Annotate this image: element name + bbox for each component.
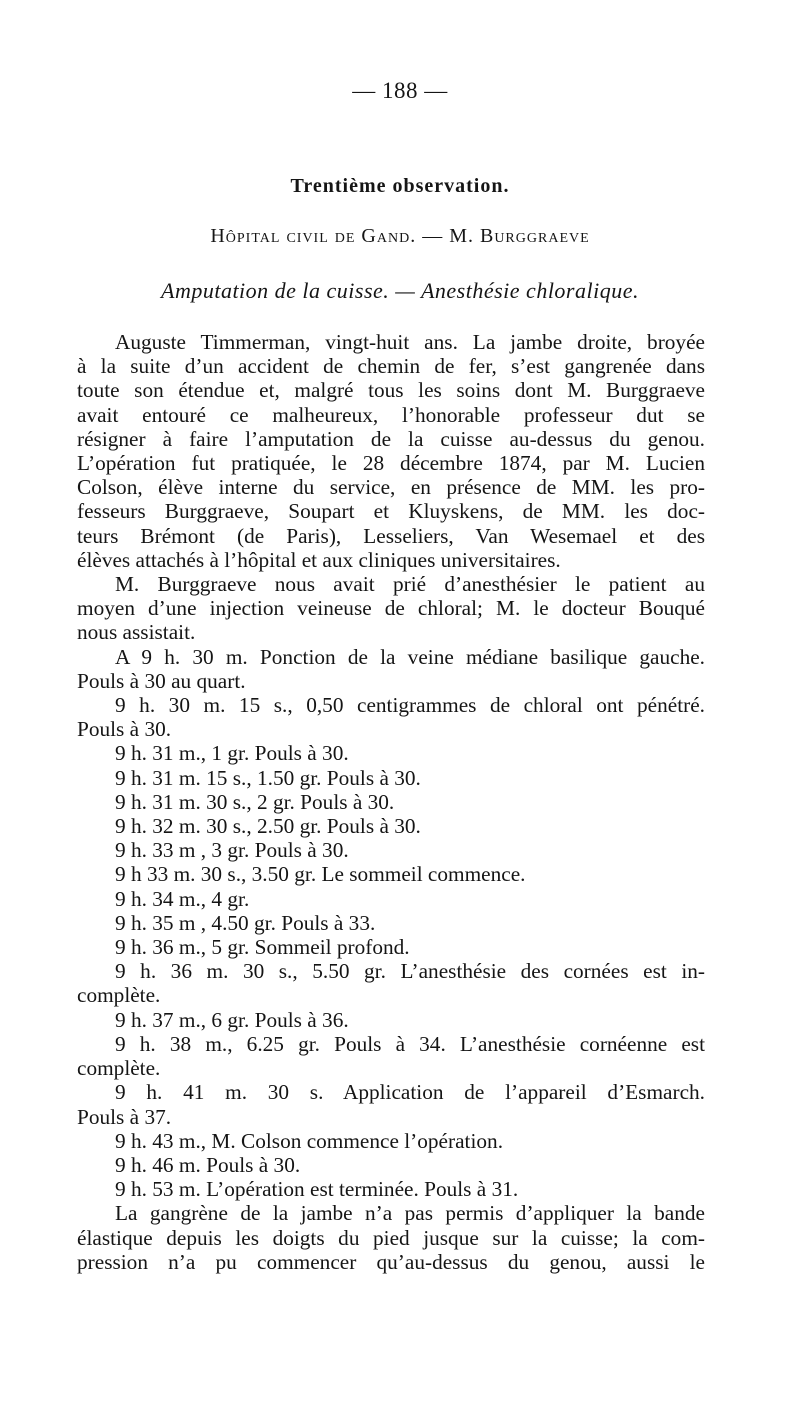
text-line: 9 h. 43 m., M. Colson commence l’opération. bbox=[115, 1128, 504, 1153]
text-line: 9 h. 31 m., 1 gr. Pouls à 30. bbox=[115, 741, 349, 766]
text-line: A 9 h. 30 m. Ponction de la veine médiane basilique gauche. bbox=[115, 644, 705, 669]
text-line: 9 h. 37 m., 6 gr. Pouls à 36. bbox=[115, 1007, 349, 1032]
page-number: — 188 — bbox=[352, 78, 448, 103]
body-text bbox=[77, 330, 705, 1274]
text-line: 9 h. 34 m., 4 gr. bbox=[115, 886, 250, 911]
text-line: 9 h. 35 m , 4.50 gr. Pouls à 33. bbox=[115, 910, 376, 935]
text-line: fesseurs Burggraeve, Soupart et Kluyskens, de MM. les doc- bbox=[77, 499, 705, 524]
text-line: 9 h. 31 m. 30 s., 2 gr. Pouls à 30. bbox=[115, 789, 395, 814]
case-subtitle: Amputation de la cuisse. — Anesthésie chloralique. bbox=[161, 278, 639, 303]
observation-heading: Trentième observation. bbox=[290, 175, 510, 197]
text-line: complète. bbox=[77, 983, 161, 1008]
text-line: nous assistait. bbox=[77, 620, 196, 645]
hospital-line: Hôpital civil de Gand. — M. Burggraeve bbox=[210, 225, 590, 247]
text-line: 9 h 33 m. 30 s., 3.50 gr. Le sommeil commence. bbox=[115, 862, 526, 887]
text-line: 9 h. 33 m , 3 gr. Pouls à 30. bbox=[115, 838, 349, 863]
text-line: L’opération fut pratiquée, le 28 décembre 1874, par M. Lucien bbox=[77, 451, 705, 476]
text-line: 9 h. 46 m. Pouls à 30. bbox=[115, 1152, 301, 1177]
text-line: avait entouré ce malheureux, l’honorable professeur dut se bbox=[77, 402, 705, 427]
text-line: Pouls à 37. bbox=[77, 1104, 172, 1129]
text-line: 9 h. 32 m. 30 s., 2.50 gr. Pouls à 30. bbox=[115, 814, 421, 839]
text-line: La gangrène de la jambe n’a pas permis d’appliquer la bande bbox=[115, 1201, 705, 1226]
text-line: 9 h. 41 m. 30 s. Application de l’appareil d’Esmarch. bbox=[115, 1080, 705, 1105]
text-line: Pouls à 30 au quart. bbox=[77, 668, 246, 693]
text-line: résigner à faire l’amputation de la cuisse au-dessus du genou. bbox=[77, 426, 705, 451]
text-line: Pouls à 30. bbox=[77, 717, 172, 742]
text-line: Colson, élève interne du service, en présence de MM. les pro- bbox=[77, 475, 705, 500]
text-line: 9 h. 53 m. L’opération est terminée. Pouls à 31. bbox=[115, 1177, 519, 1202]
text-line: élastique depuis les doigts du pied jusque sur la cuisse; la com- bbox=[77, 1225, 705, 1250]
text-line: 9 h. 31 m. 15 s., 1.50 gr. Pouls à 30. bbox=[115, 765, 421, 790]
text-line: pression n’a pu commencer qu’au-dessus du genou, aussi le bbox=[77, 1249, 705, 1274]
text-line: complète. bbox=[77, 1056, 161, 1081]
text-line: toute son étendue et, malgré tous les soins dont M. Burggraeve bbox=[77, 378, 705, 403]
text-line: Auguste Timmerman, vingt-huit ans. La jambe droite, broyée bbox=[115, 330, 705, 354]
text-line: M. Burggraeve nous avait prié d’anesthésier le patient au bbox=[115, 572, 705, 597]
text-line: 9 h. 30 m. 15 s., 0,50 centigrammes de chloral ont pénétré. bbox=[115, 693, 705, 718]
text-line: 9 h. 38 m., 6.25 gr. Pouls à 34. L’anesthésie cornéenne est bbox=[115, 1031, 705, 1056]
text-line: 9 h. 36 m., 5 gr. Sommeil profond. bbox=[115, 935, 410, 960]
text-line: à la suite d’un accident de chemin de fer, s’est gangrenée dans bbox=[77, 354, 705, 379]
text-line: élèves attachés à l’hôpital et aux cliniques universitaires. bbox=[77, 547, 561, 572]
text-line: moyen d’une injection veineuse de chloral; M. le docteur Bouqué bbox=[77, 596, 705, 621]
text-line: 9 h. 36 m. 30 s., 5.50 gr. L’anesthésie des cornées est in- bbox=[115, 959, 705, 984]
text-line: teurs Brémont (de Paris), Lesseliers, Van Wesemael et des bbox=[77, 523, 705, 548]
